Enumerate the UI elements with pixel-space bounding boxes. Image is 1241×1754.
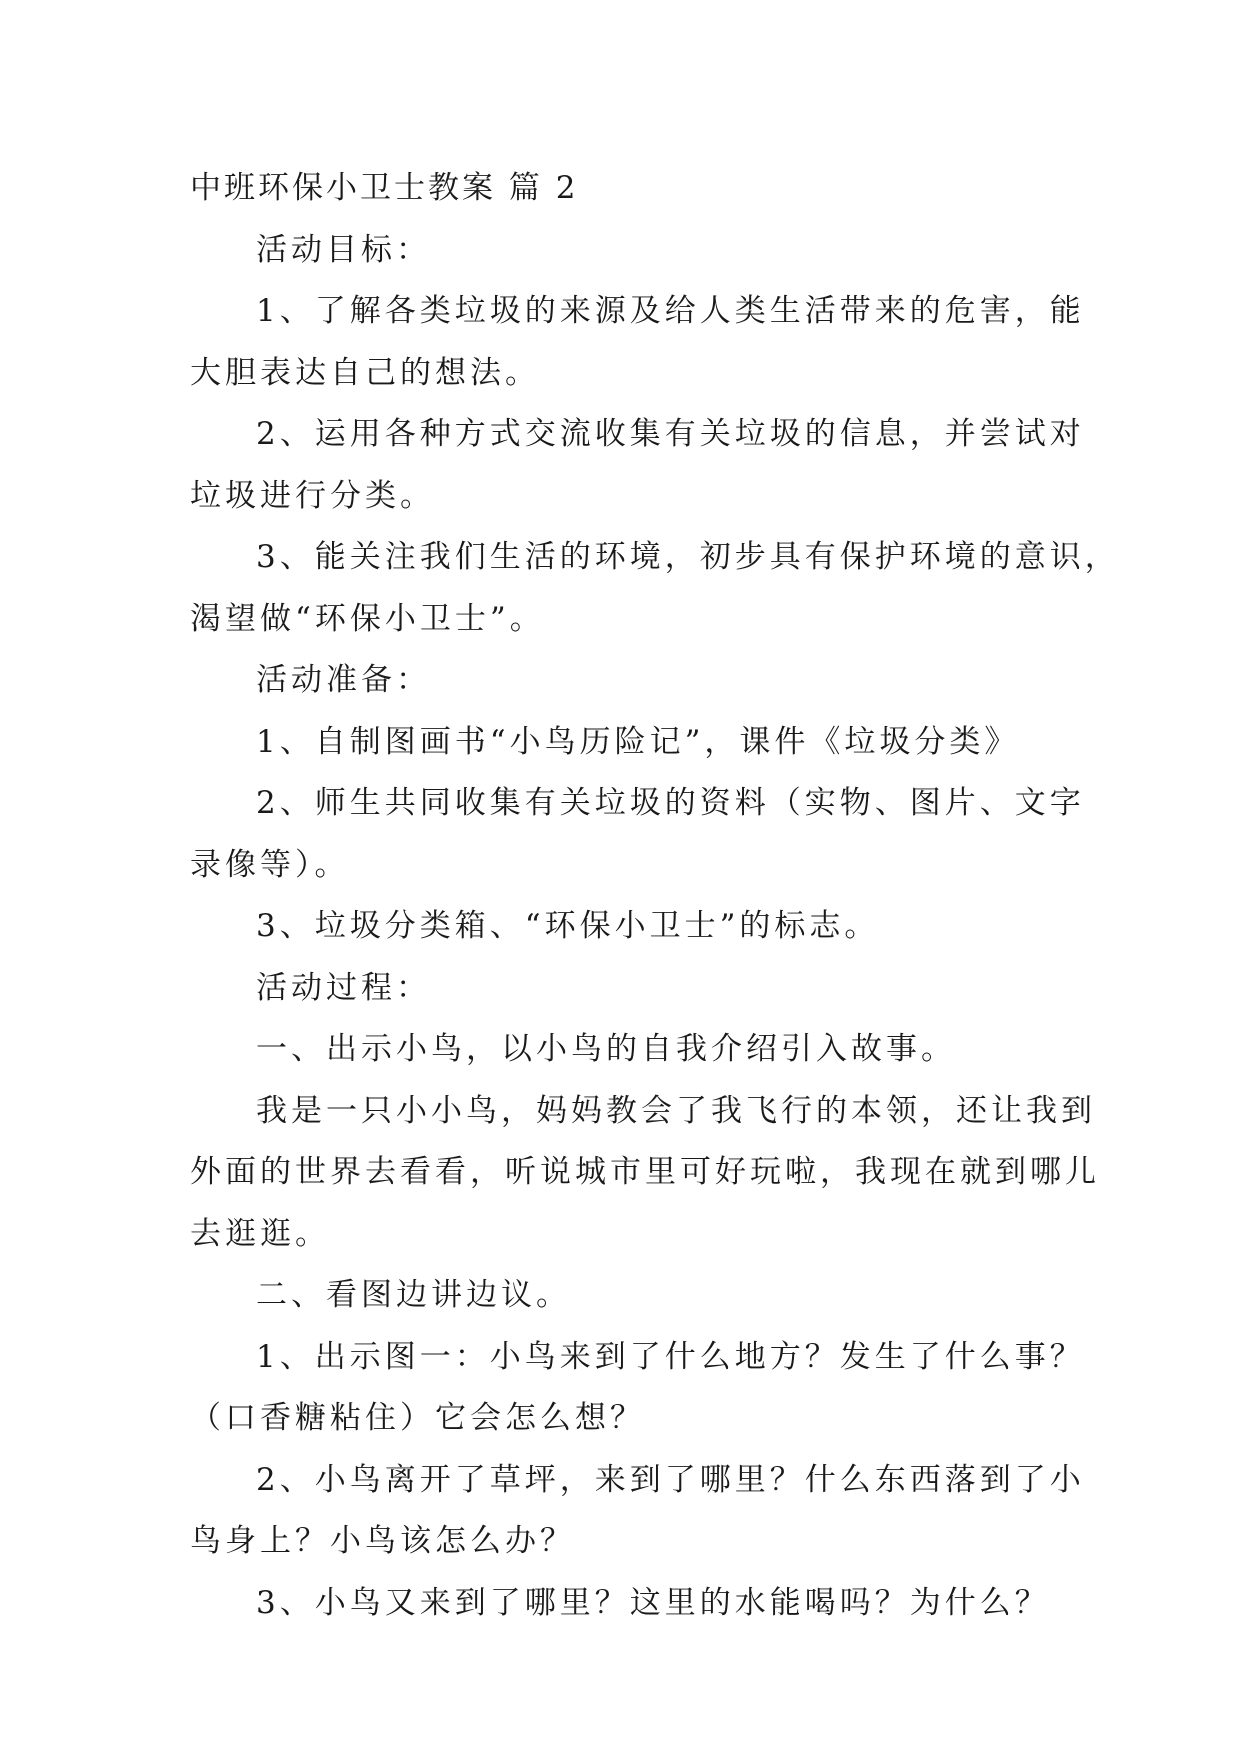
- text-line: 我是一只小小鸟，妈妈教会了我飞行的本领，还让我到: [256, 1092, 1096, 1129]
- text-line: 2、运用各种方式交流收集有关垃圾的信息，并尝试对: [256, 416, 1085, 452]
- text-line: 2、小鸟离开了草坪，来到了哪里？什么东西落到了小: [256, 1461, 1085, 1498]
- text-line: 3、小鸟又来到了哪里？这里的水能喝吗？为什么？: [256, 1584, 1050, 1621]
- text-line: 录像等）。: [190, 846, 350, 883]
- text-line: 鸟身上？小鸟该怎么办？: [190, 1523, 575, 1559]
- text-line: 3、能关注我们生活的环境，初步具有保护环境的意识，: [256, 539, 1120, 575]
- document-title: 中班环保小卫士教案 篇 2: [190, 170, 579, 206]
- text-line: 活动准备：: [256, 662, 431, 698]
- text-line: 1、出示图一：小鸟来到了什么地方？发生了什么事？: [256, 1338, 1085, 1375]
- text-line: 2、师生共同收集有关垃圾的资料（实物、图片、文字: [256, 785, 1085, 821]
- text-line: （口香糖粘住）它会怎么想？: [190, 1400, 645, 1436]
- text-line: 1、自制图画书“小鸟历险记”，课件《垃圾分类》: [256, 723, 1020, 760]
- text-line: 活动目标：: [256, 231, 431, 268]
- text-line: 二、看图边讲边议。: [256, 1277, 571, 1313]
- text-line: 一、出示小鸟，以小鸟的自我介绍引入故事。: [256, 1031, 956, 1067]
- document-body: [190, 158, 1120, 1634]
- text-line: 外面的世界去看看，听说城市里可好玩啦，我现在就到哪儿: [190, 1154, 1100, 1190]
- text-line: 渴望做“环保小卫士”。: [190, 600, 545, 637]
- paragraph-list: [190, 220, 1120, 1635]
- text-line: 活动过程：: [256, 969, 431, 1006]
- text-line: 大胆表达自己的想法。: [190, 354, 540, 391]
- text-line: 1、了解各类垃圾的来源及给人类生活带来的危害，能: [256, 293, 1085, 329]
- text-line: 去逛逛。: [190, 1215, 330, 1252]
- text-line: 3、垃圾分类箱、“环保小卫士”的标志。: [256, 908, 880, 944]
- text-line: 垃圾进行分类。: [190, 477, 435, 514]
